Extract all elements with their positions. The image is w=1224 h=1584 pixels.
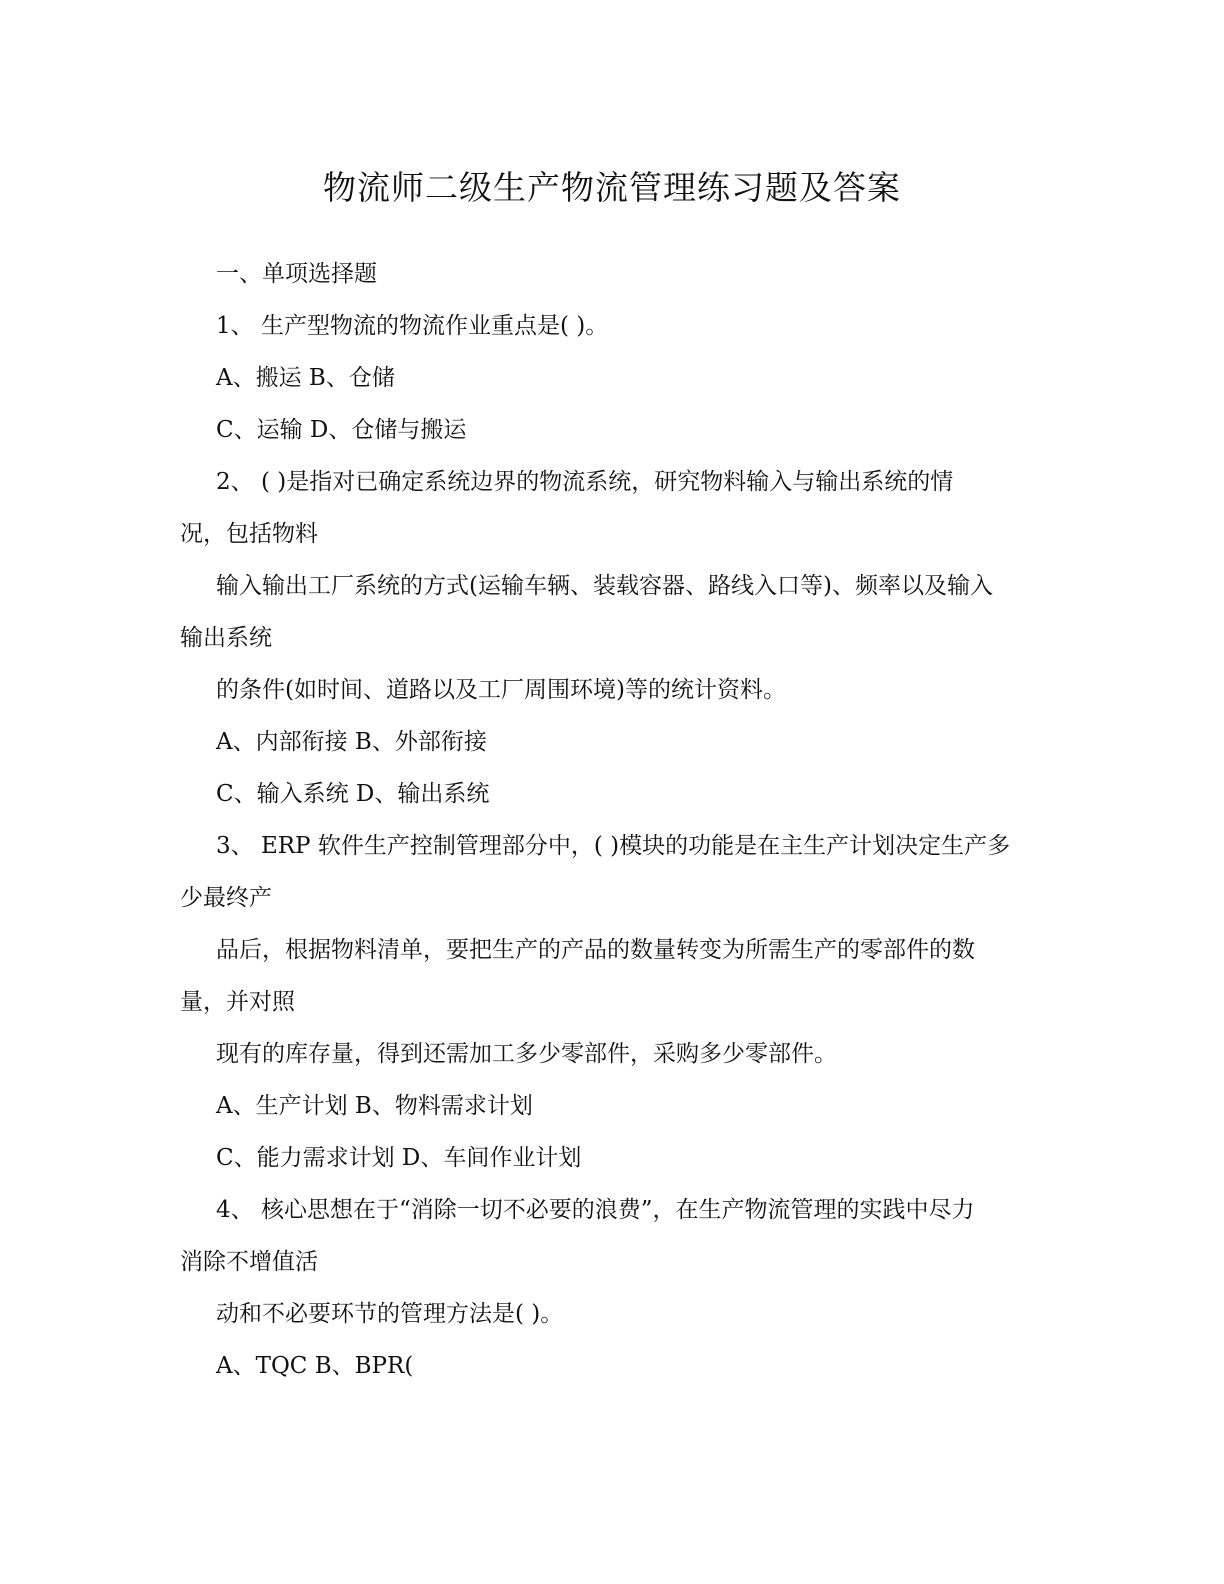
- question-1-text: 1、 生产型物流的物流作业重点是( )。: [216, 313, 609, 339]
- question-2-text: 2、 ( )是指对已确定系统边界的物流系统，研究物料输入与输出系统的情: [216, 469, 954, 495]
- question-2-text-para3: 的条件(如时间、道路以及工厂周围环境)等的统计资料。: [216, 677, 786, 703]
- question-2-options-ab: A、内部衔接 B、外部衔接: [216, 729, 487, 755]
- question-3-options-cd: C、能力需求计划 D、车间作业计划: [216, 1145, 582, 1171]
- question-3-text-cont: 少最终产: [180, 885, 272, 911]
- document-title: 物流师二级生产物流管理练习题及答案: [323, 168, 901, 207]
- question-4-text: 4、 核心思想在于“消除一切不必要的浪费”，在生产物流管理的实践中尽力: [216, 1197, 975, 1223]
- question-3-text: 3、 ERP 软件生产控制管理部分中，( )模块的功能是在主生产计划决定生产多: [216, 833, 1011, 859]
- question-2-text-para2-cont: 输出系统: [180, 625, 272, 651]
- question-2-options-cd: C、输入系统 D、输出系统: [216, 781, 490, 807]
- question-3-text-para2-cont: 量，并对照: [180, 989, 295, 1015]
- question-4-text-cont: 消除不增值活: [180, 1249, 318, 1275]
- question-1-options-cd: C、运输 D、仓储与搬运: [216, 417, 467, 443]
- question-3-text-para2: 品后，根据物料清单，要把生产的产品的数量转变为所需生产的零部件的数: [216, 937, 975, 963]
- section-heading: 一、单项选择题: [216, 261, 377, 287]
- question-2-text-cont: 况，包括物料: [180, 521, 318, 547]
- question-4-text-para2: 动和不必要环节的管理方法是( )。: [216, 1301, 564, 1327]
- question-4-options-ab: A、TQC B、BPR(: [216, 1353, 414, 1379]
- question-1-options-ab: A、搬运 B、仓储: [216, 365, 395, 391]
- question-3-text-para3: 现有的库存量，得到还需加工多少零部件，采购多少零部件。: [216, 1041, 837, 1067]
- question-2-text-para2: 输入输出工厂系统的方式(运输车辆、装载容器、路线入口等)、频率以及输入: [216, 573, 993, 599]
- question-3-options-ab: A、生产计划 B、物料需求计划: [216, 1093, 533, 1119]
